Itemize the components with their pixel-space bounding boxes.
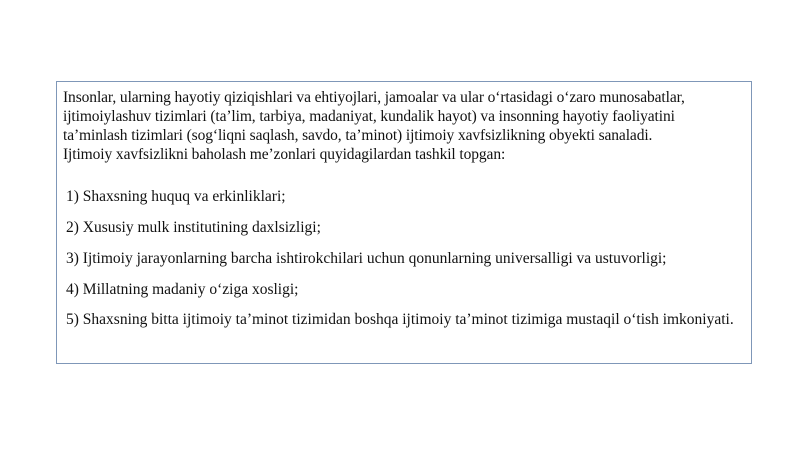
criteria-item: 4) Millatning madaniy o‘ziga xosligi; <box>66 281 299 298</box>
intro-paragraph <box>63 88 745 164</box>
criteria-item: 1) Shaxsning huquq va erkinliklari; <box>66 188 286 205</box>
criteria-item: 5) Shaxsning bitta ijtimoiy ta’minot tizimidan boshqa ijtimoiy ta’minot tizimiga mustaqil o‘tish imkoniyati. <box>66 311 734 328</box>
intro-line: ta’minlash tizimlari (sog‘liqni saqlash, savdo, ta’minot) ijtimoiy xavfsizlikning obyekti sanaladi. <box>63 127 653 144</box>
criteria-item: 3) Ijtimoiy jarayonlarning barcha ishtirokchilari uchun qonunlarning universalligi va ustuvorligi; <box>66 250 667 267</box>
intro-line: Insonlar, ularning hayotiy qiziqishlari va ehtiyojlari, jamoalar va ular o‘rtasidagi o‘zaro munosabatlar, <box>63 89 685 106</box>
criteria-item: 2) Xususiy mulk institutining daxlsizligi; <box>66 219 321 236</box>
text-box[interactable] <box>56 81 752 364</box>
intro-line: ijtimoiylashuv tizimlari (ta’lim, tarbiya, madaniyat, kundalik hayot) va insonning hayotiy faoliyatini <box>63 108 675 125</box>
intro-line: Ijtimoiy xavfsizlikni baholash me’zonlari quyidagilardan tashkil topgan: <box>63 146 506 163</box>
criteria-list <box>63 187 745 334</box>
